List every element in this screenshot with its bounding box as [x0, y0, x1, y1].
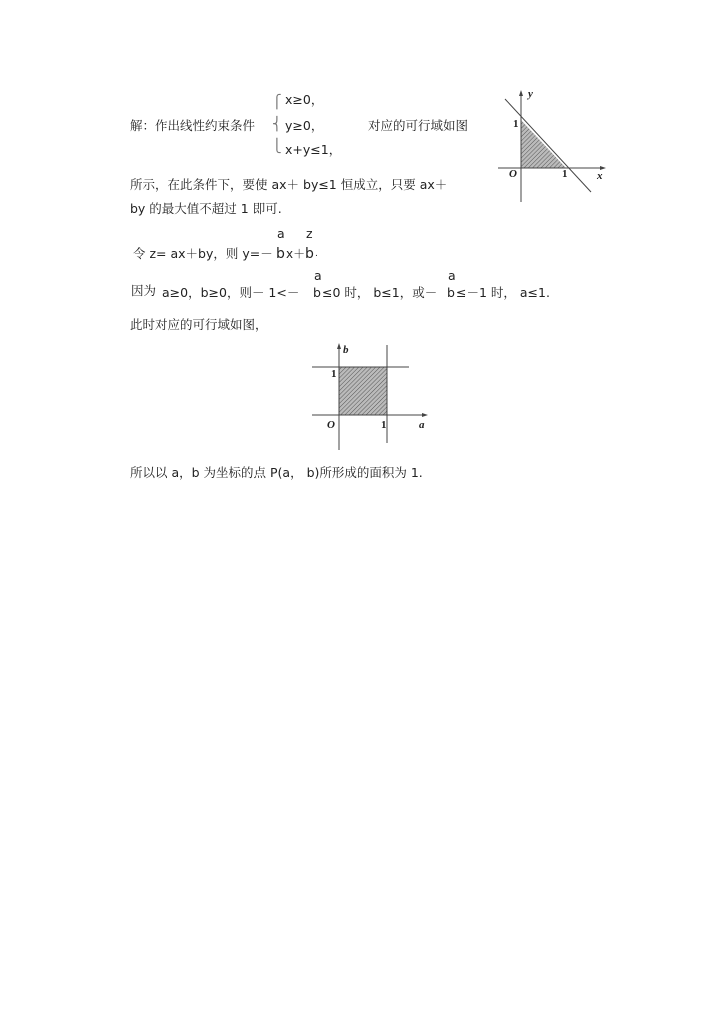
y-axis-label: y: [528, 88, 533, 100]
b-axis-label: b: [343, 344, 349, 356]
fraction-denominator: b: [305, 246, 314, 262]
paragraph-text: 因为: [131, 283, 157, 298]
equation-text: x＋: [286, 247, 306, 261]
y-tick-label: 1: [513, 118, 519, 130]
figure-1-triangle-region: [498, 90, 606, 202]
a-tick-label: 1: [381, 419, 387, 431]
fraction-numerator: z: [306, 226, 313, 241]
boundary-line: [505, 99, 591, 192]
paragraph-line: 此时对应的可行域如图，: [130, 317, 268, 332]
feasible-region: [521, 120, 566, 168]
conclusion-line: 所以以 a，b 为坐标的点 P(a， b)所形成的面积为 1.: [130, 465, 423, 480]
brace: ⎧ ⎨ ⎩: [272, 95, 282, 154]
fraction-numerator: a: [448, 268, 456, 283]
paragraph-line: 所示，在此条件下，要使 ax＋ by≤1 恒成立，只要 ax＋: [130, 177, 448, 192]
fraction-numerator: a: [277, 226, 285, 241]
equation-text: .: [315, 249, 318, 259]
constraint-2: y≥0，: [285, 118, 324, 133]
solution-intro-suffix: 对应的可行域如图: [368, 118, 469, 133]
x-axis-label: x: [597, 170, 603, 182]
constraint-1: x≥0，: [285, 92, 324, 107]
b-arrow: [337, 343, 341, 349]
a-axis-label: a: [419, 419, 425, 431]
x-tick-label: 1: [562, 168, 568, 180]
fraction-denominator: b: [276, 246, 285, 262]
paragraph-text: ≤－1 时， a≤1.: [456, 285, 550, 300]
figure-2-square-region: [312, 343, 428, 450]
origin-label: O: [327, 419, 335, 431]
y-arrow: [519, 90, 523, 96]
origin-label: O: [509, 168, 517, 180]
solution-intro: 解：作出线性约束条件: [130, 118, 256, 133]
fraction-numerator: a: [314, 268, 322, 283]
feasible-region: [339, 367, 387, 415]
equation-text: 令 z= ax＋by，则 y=－: [133, 246, 273, 261]
constraint-3: x+y≤1，: [285, 142, 342, 157]
fraction-denominator: b: [447, 285, 455, 300]
b-tick-label: 1: [331, 368, 337, 380]
paragraph-text: ≤0 时， b≤1，或－: [322, 285, 438, 300]
paragraph-line: by 的最大值不超过 1 即可.: [130, 201, 282, 216]
paragraph-text: a≥0，b≥0，则－ 1<－: [162, 285, 300, 300]
fraction-denominator: b: [313, 285, 321, 300]
